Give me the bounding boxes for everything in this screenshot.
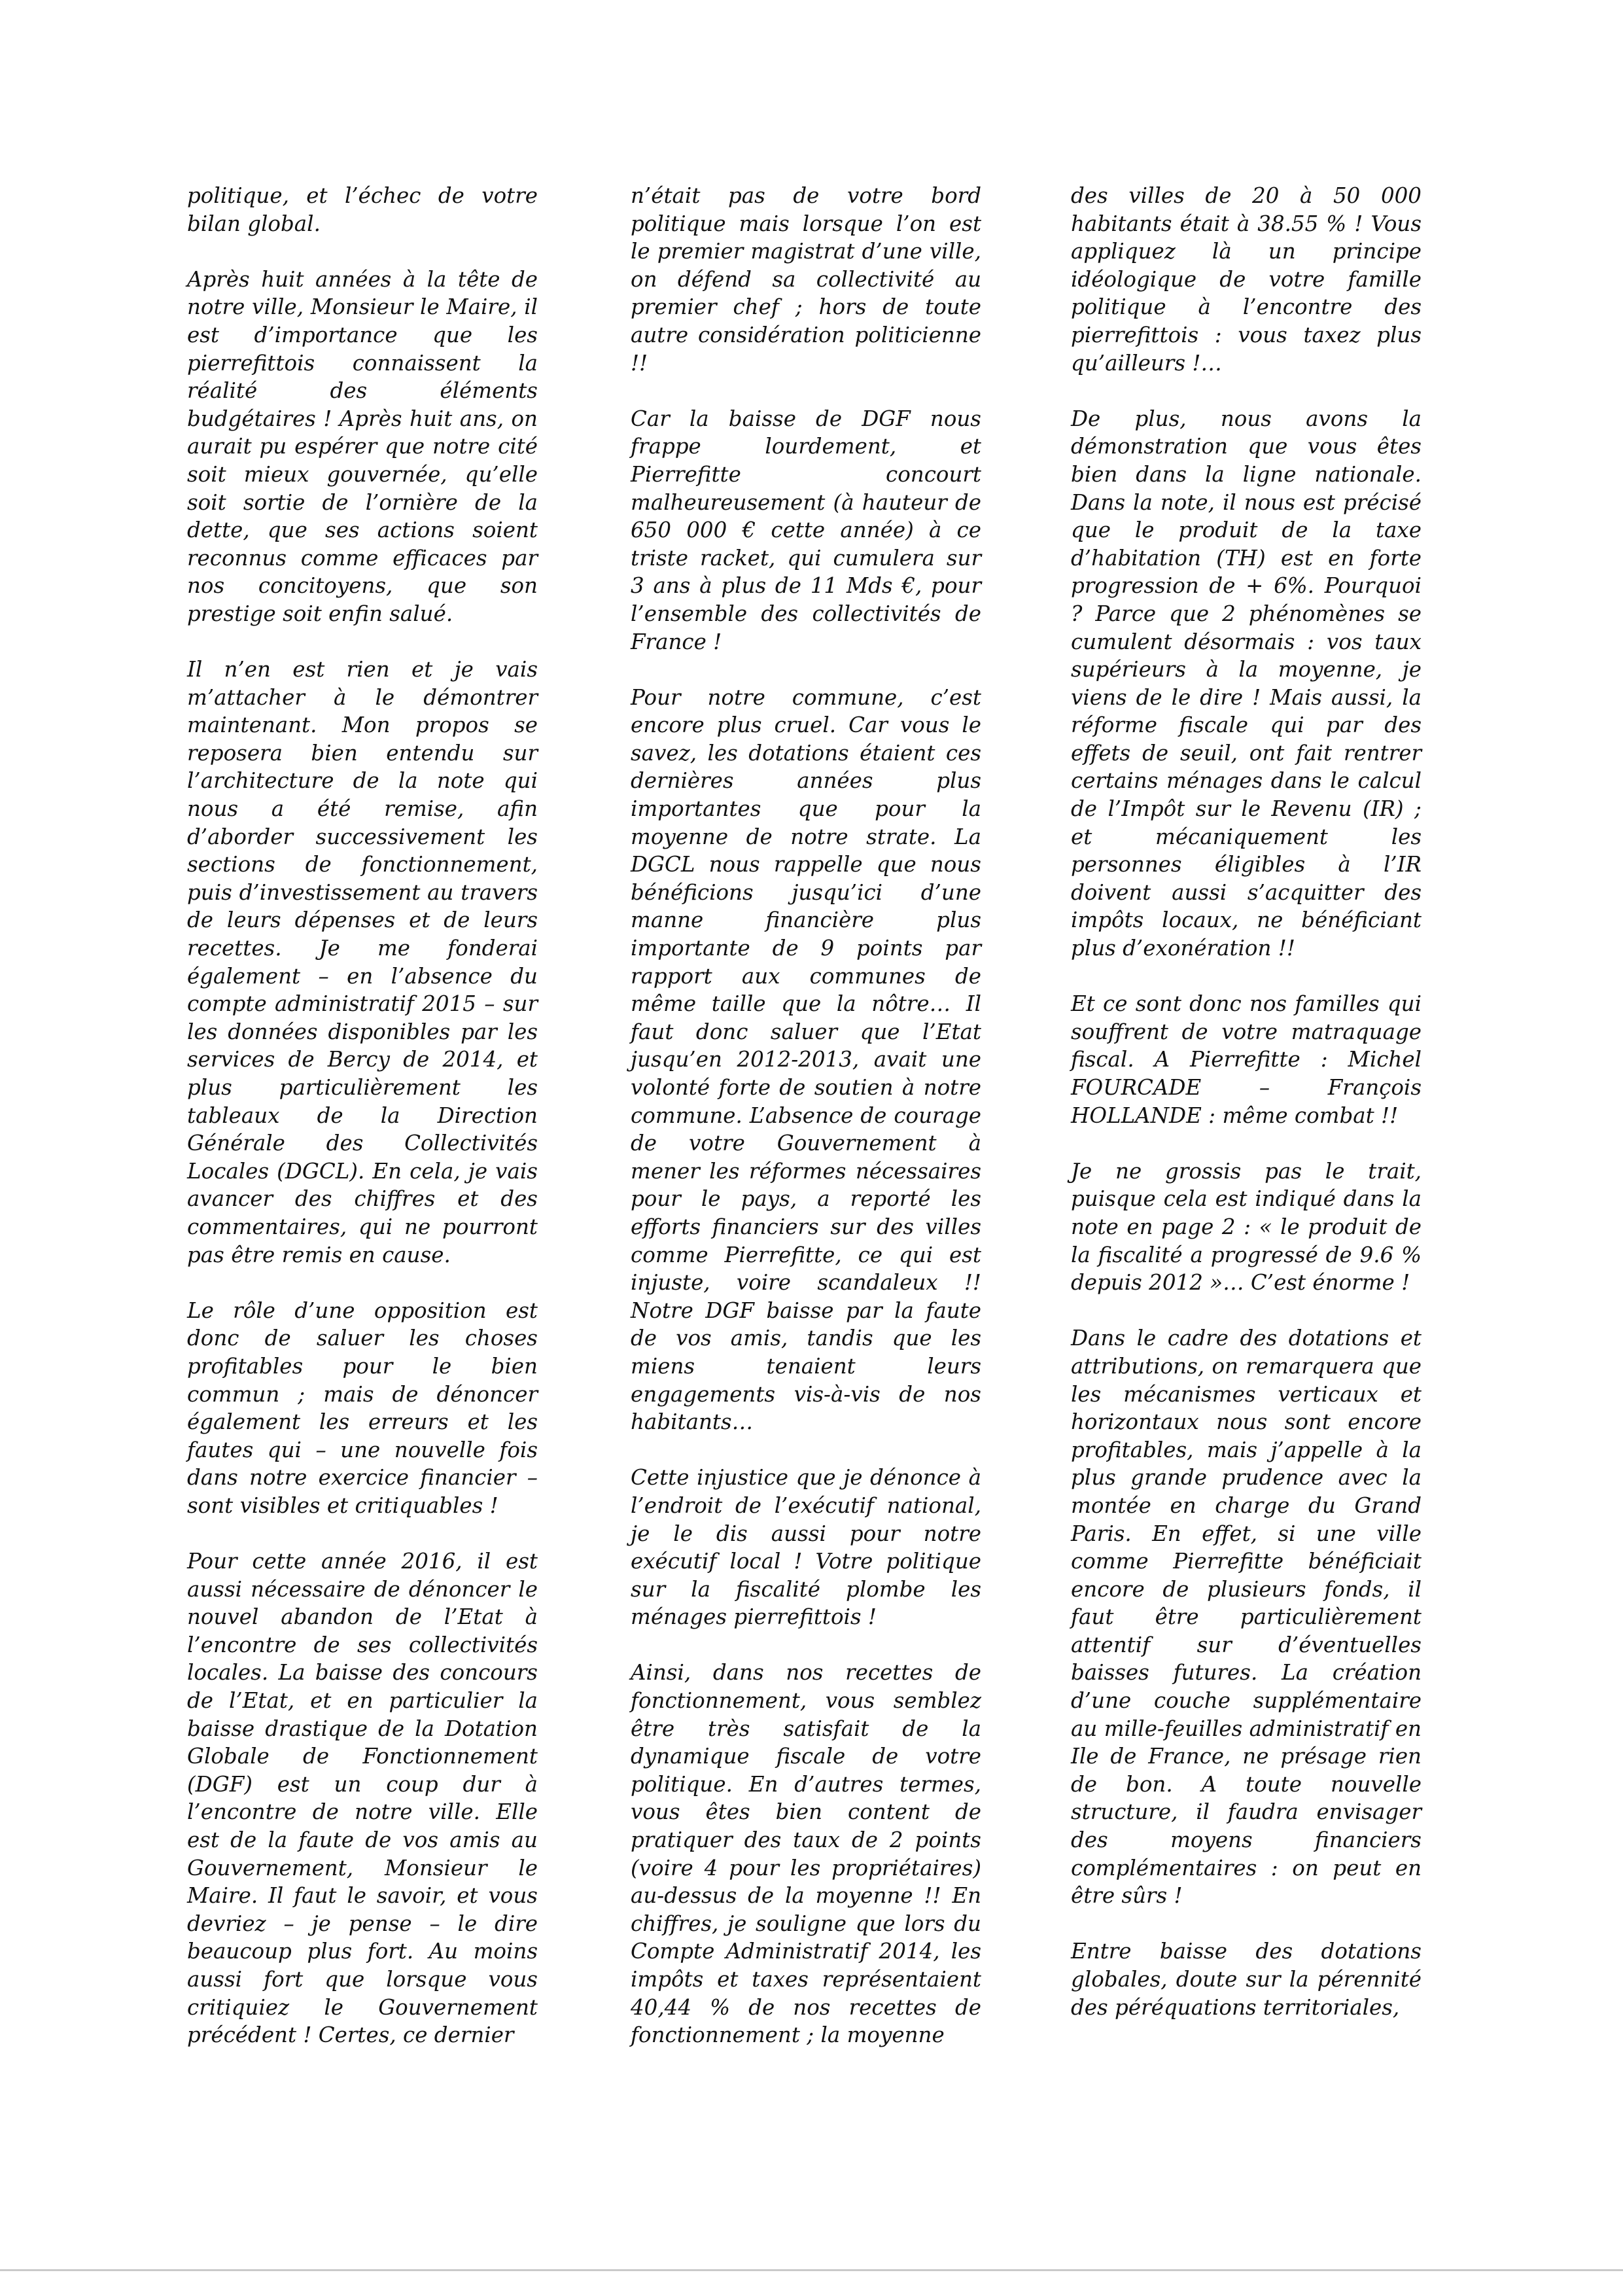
text-column-3: [1071, 182, 1422, 2021]
scan-edge-line: [0, 2269, 1623, 2271]
paragraph: Ainsi, dans nos recettes de fonctionnement, vous semblez être très satisfait de la dynamique fiscale de votre politique. En d’autres termes, vous êtes bien content de pratiquer des taux de 2 points (voire 4 pour les propriétaires) au-dessus de la moyenne !! En chiffres, je souligne que lors du Compte Administratif 2014, les impôts et taxes représentaient 40,44 % de nos recettes de fonctionnement ; la moyenne: [631, 1660, 981, 2048]
text-column-2: [631, 182, 981, 2049]
paragraph: Entre baisse des dotations globales, doute sur la pérennité des péréquations territoriales,: [1071, 1939, 1422, 2020]
paragraph: De plus, nous avons la démonstration que vous êtes bien dans la ligne nationale. Dans la note, il nous est précisé que le produit de la taxe d’habitation (TH) est en forte progression de + 6%. Pourquoi ? Parce que 2 phénomènes se cumulent désormais : vos taux supérieurs à la moyenne, je viens de le dire ! Mais aussi, la réforme fiscale qui par des effets de seuil, ont fait rentrer certains ménages dans le calcul de l’Impôt sur le Revenu (IR) ; et mécaniquement les personnes éligibles à l’IR doivent aussi s’acquitter des impôts locaux, ne bénéficiant plus d’exonération !!: [1071, 406, 1422, 961]
paragraph: Cette injustice que je dénonce à l’endroit de l’exécutif national, je le dis aussi pour notre exécutif local ! Votre politique sur la fiscalité plombe les ménages pierrefittois !: [631, 1465, 981, 1630]
text-column-1: [187, 182, 538, 2049]
paragraph: Pour cette année 2016, il est aussi nécessaire de dénoncer le nouvel abandon de l’Etat à l’encontre de ses collectivités locales. La baisse des concours de l’Etat, et en particulier la baisse drastique de la Dotation Globale de Fonctionnement (DGF) est un coup dur à l’encontre de notre ville. Elle est de la faute de vos amis au Gouvernement, Monsieur le Maire. Il faut le savoir, et vous devriez – je pense – le dire beaucoup plus fort. Au moins aussi fort que lorsque vous critiquiez le Gouvernement précédent ! Certes, ce dernier: [187, 1549, 538, 2048]
paragraph: Le rôle d’une opposition est donc de saluer les choses profitables pour le bien commun ; mais de dénoncer également les erreurs et les fautes qui – une nouvelle fois dans notre exercice financier – sont visibles et critiquables !: [187, 1298, 538, 1518]
paragraph: Et ce sont donc nos familles qui souffrent de votre matraquage fiscal. A Pierrefitte : Michel FOURCADE – François HOLLANDE : même combat !!: [1071, 991, 1422, 1128]
paragraph: Je ne grossis pas le trait, puisque cela est indiqué dans la note en page 2 : « le produit de la fiscalité a progressé de 9.6 % depuis 2012 »… C’est énorme !: [1071, 1158, 1422, 1296]
paragraph: politique, et l’échec de votre bilan global.: [187, 183, 538, 236]
paragraph: n’était pas de votre bord politique mais lorsque l’on est le premier magistrat d’une ville, on défend sa collectivité au premier chef ; hors de toute autre considération politicienne !!: [631, 183, 981, 376]
paragraph: Dans le cadre des dotations et attributions, on remarquera que les mécanismes verticaux et horizontaux nous sont encore profitables, mais j’appelle à la plus grande prudence avec la montée en charge du Grand Paris. En effet, si une ville comme Pierrefitte bénéficiait encore de plusieurs fonds, il faut être particulièrement attentif sur d’éventuelles baisses futures. La création d’une couche supplémentaire au mille-feuilles administratif en Ile de France, ne présage rien de bon. A toute nouvelle structure, il faudra envisager des moyens financiers complémentaires : on peut en être sûrs !: [1071, 1326, 1422, 1909]
paragraph: Il n’en est rien et je vais m’attacher à le démontrer maintenant. Mon propos se reposera bien entendu sur l’architecture de la note qui nous a été remise, afin d’aborder successivement les sections de fonctionnement, puis d’investissement au travers de leurs dépenses et de leurs recettes. Je me fonderai également – en l’absence du compte administratif 2015 – sur les données disponibles par les services de Bercy de 2014, et plus particulièrement les tableaux de la Direction Générale des Collectivités Locales (DGCL). En cela, je vais avancer des chiffres et des commentaires, qui ne pourront pas être remis en cause.: [187, 657, 538, 1267]
paragraph: Car la baisse de DGF nous frappe lourdement, et Pierrefitte concourt malheureusement (à hauteur de 650 000 € cette année) à ce triste racket, qui cumulera sur 3 ans à plus de 11 Mds €, pour l’ensemble des collectivités de France !: [631, 406, 981, 654]
paragraph: Après huit années à la tête de notre ville, Monsieur le Maire, il est d’importance que les pierrefittois connaissent la réalité des éléments budgétaires ! Après huit ans, on aurait pu espérer que notre cité soit mieux gouvernée, qu’elle soit sortie de l’ornière de la dette, que ses actions soient reconnus comme efficaces par nos concitoyens, que son prestige soit enfin salué.: [187, 266, 538, 626]
paragraph: Pour notre commune, c’est encore plus cruel. Car vous le savez, les dotations étaient ces dernières années plus importantes que pour la moyenne de notre strate. La DGCL nous rappelle que nous bénéficions jusqu’ici d’une manne financière plus importante de 9 points par rapport aux communes de même taille que la nôtre… Il faut donc saluer que l’Etat jusqu’en 2012-2013, avait une volonté forte de soutien à notre commune. L’absence de courage de votre Gouvernement à mener les réformes nécessaires pour le pays, a reporté les efforts financiers sur des villes comme Pierrefitte, ce qui est injuste, voire scandaleux !! Notre DGF baisse par la faute de vos amis, tandis que les miens tenaient leurs engagements vis-à-vis de nos habitants…: [631, 684, 981, 1435]
paragraph: des villes de 20 à 50 000 habitants était à 38.55 % ! Vous appliquez là un principe idéologique de votre famille politique à l’encontre des pierrefittois : vous taxez plus qu’ailleurs !…: [1071, 183, 1422, 376]
